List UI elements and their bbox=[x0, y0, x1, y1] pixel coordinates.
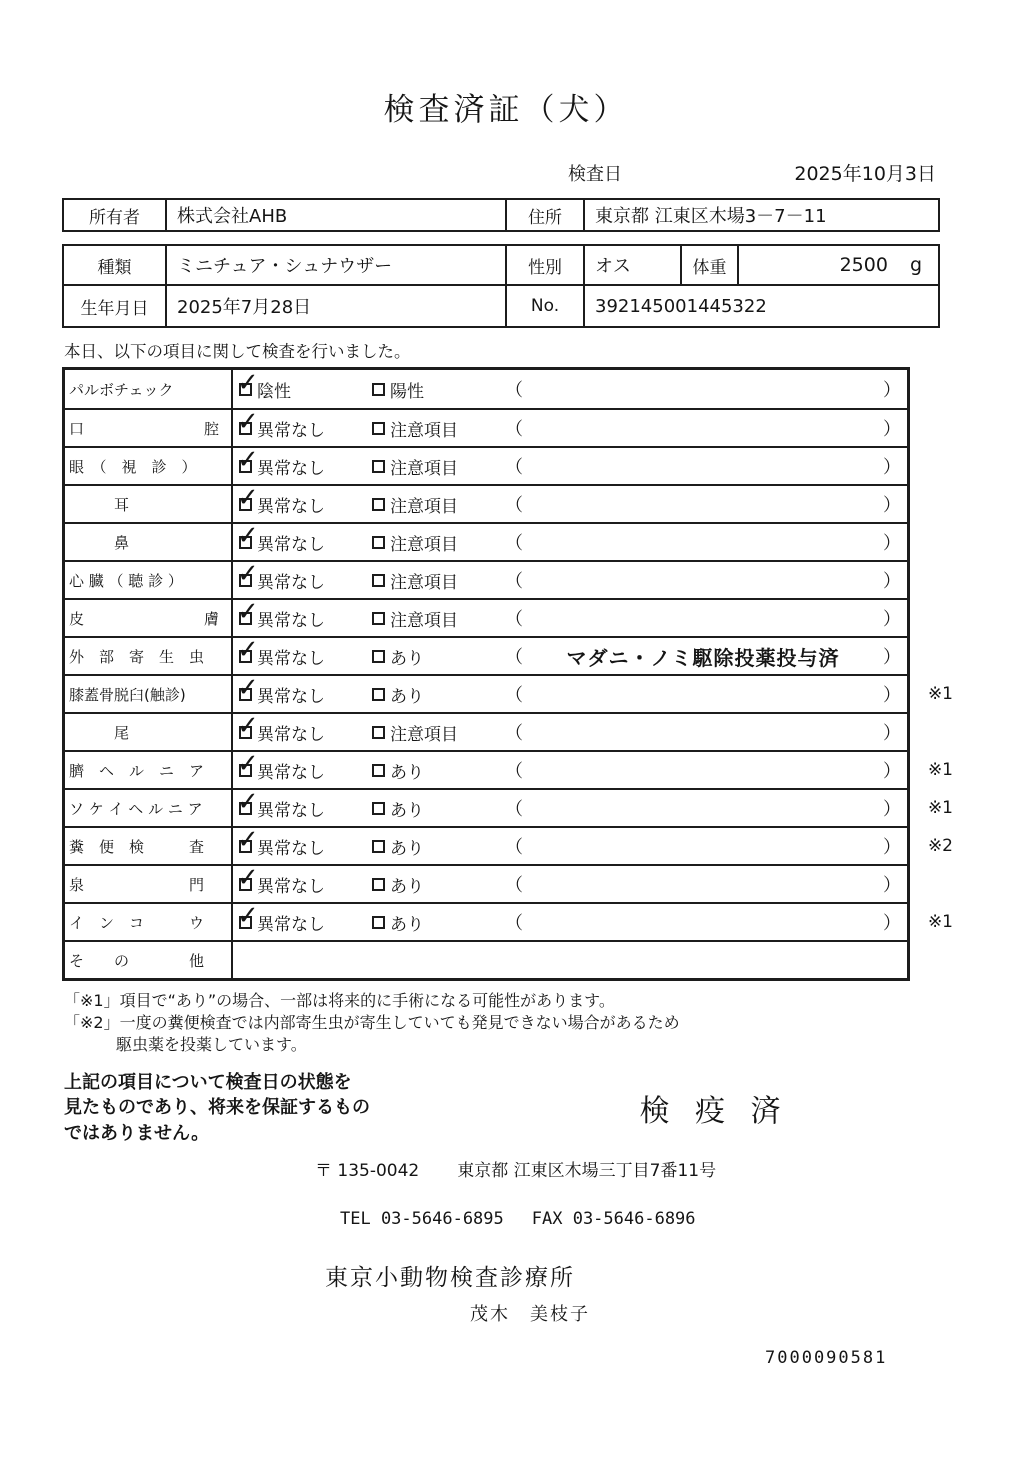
open-paren: （ bbox=[505, 837, 523, 858]
checkbox-unchecked-icon bbox=[372, 688, 385, 701]
result-ok-group bbox=[239, 910, 372, 935]
checkbox-unchecked-icon bbox=[372, 650, 385, 663]
remarks-area bbox=[505, 529, 907, 555]
result-alt-group bbox=[372, 492, 505, 517]
inspection-item-name: 泉 門 bbox=[65, 866, 233, 902]
result-ok-group bbox=[239, 606, 372, 631]
open-paren: （ bbox=[505, 685, 523, 706]
close-paren: ） bbox=[883, 419, 901, 440]
result-ok-label: 異常なし bbox=[257, 572, 325, 593]
examiner-name: 茂木 美枝子 bbox=[470, 1303, 590, 1325]
result-ok-group bbox=[239, 492, 372, 517]
inspection-row bbox=[65, 446, 907, 484]
result-alt-group bbox=[372, 377, 505, 402]
disclaimer-line-2: 見たものであり、将来を保証するもの bbox=[64, 1097, 370, 1119]
checkbox-unchecked-icon bbox=[372, 536, 385, 549]
stamp-area bbox=[484, 1070, 944, 1146]
inspection-row bbox=[65, 902, 953, 940]
inspection-item-name: 皮 膚 bbox=[65, 600, 233, 636]
remarks-area bbox=[505, 605, 907, 631]
result-alt-label: あり bbox=[390, 648, 424, 669]
remarks-area bbox=[505, 453, 907, 479]
quarantine-stamp: 検 疫 済 bbox=[639, 1094, 789, 1130]
weight-cell bbox=[739, 246, 938, 284]
checkbox-checked-icon bbox=[239, 383, 252, 396]
birthdate-value: 2025年7月28日 bbox=[167, 286, 507, 326]
open-paren: （ bbox=[505, 533, 523, 554]
result-ok-label: 異常なし bbox=[257, 724, 325, 745]
result-ok-group bbox=[239, 454, 372, 479]
close-paren: ） bbox=[883, 761, 901, 782]
inspection-item-name: 眼 （ 視 診 ） bbox=[65, 448, 233, 484]
breed-row bbox=[62, 244, 940, 286]
open-paren: （ bbox=[505, 609, 523, 630]
inspection-row bbox=[65, 712, 907, 750]
inspection-date-label: 検査日 bbox=[568, 164, 622, 185]
result-ok-label: 異常なし bbox=[257, 686, 325, 707]
weight-value: 2500 bbox=[839, 254, 888, 276]
open-paren: （ bbox=[505, 875, 523, 896]
inspection-item-name: イ ン コ ウ bbox=[65, 904, 233, 940]
close-paren: ） bbox=[883, 571, 901, 592]
inspection-item-name: 口 腔 bbox=[65, 410, 233, 446]
result-ok-label: 異常なし bbox=[257, 420, 325, 441]
result-alt-group bbox=[372, 568, 505, 593]
inspection-row bbox=[65, 484, 907, 522]
result-alt-label: あり bbox=[390, 686, 424, 707]
result-ok-label: 異常なし bbox=[257, 762, 325, 783]
remarks-area bbox=[505, 871, 907, 897]
result-ok-group bbox=[239, 568, 372, 593]
close-paren: ） bbox=[883, 495, 901, 516]
checkbox-checked-icon bbox=[239, 422, 252, 435]
checkbox-unchecked-icon bbox=[372, 878, 385, 891]
close-paren: ） bbox=[883, 799, 901, 820]
result-alt-label: 注意項目 bbox=[390, 496, 458, 517]
close-paren: ） bbox=[883, 913, 901, 934]
remarks-area bbox=[505, 719, 907, 745]
open-paren: （ bbox=[505, 647, 523, 668]
breed-value: ミニチュア・シュナウザー bbox=[167, 246, 507, 284]
close-paren: ） bbox=[883, 533, 901, 554]
close-paren: ） bbox=[883, 647, 901, 668]
close-paren: ） bbox=[883, 380, 901, 401]
checkbox-unchecked-icon bbox=[372, 840, 385, 853]
inspection-row bbox=[65, 370, 907, 408]
clinic-street-address: 東京都 江東区木場三丁目7番11号 bbox=[457, 1160, 717, 1181]
checkbox-unchecked-icon bbox=[372, 498, 385, 511]
footnote-reference: ※1 bbox=[927, 798, 953, 818]
tel-number: TEL 03-5646-6895 bbox=[340, 1208, 504, 1229]
result-alt-label: 注意項目 bbox=[390, 610, 458, 631]
open-paren: （ bbox=[505, 913, 523, 934]
result-ok-group bbox=[239, 758, 372, 783]
checkbox-checked-icon bbox=[239, 650, 252, 663]
disclaimer-line-3: ではありません。 bbox=[64, 1122, 210, 1144]
result-ok-label: 陰性 bbox=[257, 381, 291, 402]
checkbox-unchecked-icon bbox=[372, 383, 385, 396]
footnote-2-continued: 駆虫薬を投薬しています。 bbox=[116, 1035, 307, 1055]
result-ok-label: 異常なし bbox=[257, 648, 325, 669]
open-paren: （ bbox=[505, 419, 523, 440]
result-alt-label: 注意項目 bbox=[390, 420, 458, 441]
checkbox-unchecked-icon bbox=[372, 916, 385, 929]
result-alt-label: あり bbox=[390, 838, 424, 859]
inspection-item-name: 心 臓 （ 聴 診 ） bbox=[65, 562, 233, 598]
inspection-date-value: 2025年10月3日 bbox=[794, 163, 936, 185]
result-alt-label: 注意項目 bbox=[390, 534, 458, 555]
inspection-item-name: 膝蓋骨脱臼(触診) bbox=[65, 676, 233, 712]
birthdate-row bbox=[62, 286, 940, 328]
close-paren: ） bbox=[883, 723, 901, 744]
remarks-area bbox=[505, 642, 907, 671]
result-alt-group bbox=[372, 910, 505, 935]
tel-fax-line bbox=[340, 1209, 1012, 1229]
result-alt-group bbox=[372, 872, 505, 897]
result-alt-group bbox=[372, 720, 505, 745]
open-paren: （ bbox=[505, 571, 523, 592]
checkbox-checked-icon bbox=[239, 916, 252, 929]
result-ok-label: 異常なし bbox=[257, 800, 325, 821]
result-ok-group bbox=[239, 377, 372, 402]
footnote-reference: ※1 bbox=[927, 912, 953, 932]
no-value: 392145001445322 bbox=[595, 295, 767, 317]
clinic-address-line bbox=[315, 1156, 1012, 1181]
result-alt-group bbox=[372, 834, 505, 859]
result-alt-group bbox=[372, 416, 505, 441]
inspection-row bbox=[65, 788, 953, 826]
remarks-area bbox=[505, 757, 907, 783]
disclaimer-line-1: 上記の項目について検査日の状態を bbox=[64, 1072, 352, 1094]
inspection-row bbox=[65, 940, 907, 978]
checkbox-checked-icon bbox=[239, 574, 252, 587]
inspection-item-name: 臍 ヘ ル ニ ア bbox=[65, 752, 233, 788]
checkbox-checked-icon bbox=[239, 878, 252, 891]
footnote-reference: ※1 bbox=[927, 760, 953, 780]
result-ok-label: 異常なし bbox=[257, 914, 325, 935]
checkbox-checked-icon bbox=[239, 536, 252, 549]
remarks-area bbox=[505, 795, 907, 821]
remarks-area bbox=[505, 567, 907, 593]
serial-number: 7000090581 bbox=[765, 1347, 888, 1368]
result-ok-label: 異常なし bbox=[257, 838, 325, 859]
checkbox-unchecked-icon bbox=[372, 460, 385, 473]
clinic-name: 東京小動物検査診療所 bbox=[325, 1264, 575, 1291]
result-alt-group bbox=[372, 796, 505, 821]
remarks-text: マダニ・ノミ駆除投薬投与済 bbox=[566, 645, 840, 670]
sex-label: 性別 bbox=[507, 246, 585, 284]
intro-text: 本日、以下の項目に関して検査を行いました。 bbox=[64, 342, 411, 361]
result-alt-label: 注意項目 bbox=[390, 572, 458, 593]
result-ok-group bbox=[239, 416, 372, 441]
weight-unit: g bbox=[909, 254, 922, 276]
result-alt-label: あり bbox=[390, 914, 424, 935]
checkbox-unchecked-icon bbox=[372, 574, 385, 587]
open-paren: （ bbox=[505, 380, 523, 401]
result-ok-group bbox=[239, 530, 372, 555]
result-ok-label: 異常なし bbox=[257, 534, 325, 555]
inspection-item-name: 外 部 寄 生 虫 bbox=[65, 638, 233, 674]
close-paren: ） bbox=[883, 609, 901, 630]
result-ok-label: 異常なし bbox=[257, 458, 325, 479]
result-alt-group bbox=[372, 682, 505, 707]
result-ok-group bbox=[239, 834, 372, 859]
bottom-block bbox=[64, 1070, 944, 1146]
page-title: 検査済証（犬） bbox=[383, 92, 629, 128]
result-alt-label: あり bbox=[390, 876, 424, 897]
checkbox-checked-icon bbox=[239, 726, 252, 739]
remarks-area bbox=[505, 681, 907, 707]
checkbox-unchecked-icon bbox=[372, 422, 385, 435]
postal-code: 〒 135-0042 bbox=[315, 1160, 420, 1181]
open-paren: （ bbox=[505, 799, 523, 820]
result-alt-label: あり bbox=[390, 762, 424, 783]
sex-value: オス bbox=[585, 246, 682, 284]
result-alt-label: 注意項目 bbox=[390, 724, 458, 745]
owner-label: 所有者 bbox=[64, 200, 167, 230]
inspection-table bbox=[62, 367, 953, 981]
result-alt-group bbox=[372, 454, 505, 479]
result-ok-group bbox=[239, 872, 372, 897]
checkbox-checked-icon bbox=[239, 840, 252, 853]
result-alt-group bbox=[372, 530, 505, 555]
checkbox-checked-icon bbox=[239, 764, 252, 777]
footnote-1: 「※1」項目で“あり”の場合、一部は将来的に手術になる可能性があります。 bbox=[64, 991, 615, 1010]
footnotes bbox=[64, 990, 1012, 1056]
inspection-item-name: 尾 bbox=[65, 714, 233, 750]
disclaimer bbox=[64, 1070, 484, 1146]
inspection-item-name: そ の 他 bbox=[65, 942, 233, 978]
inspection-row bbox=[65, 826, 953, 864]
result-ok-label: 異常なし bbox=[257, 610, 325, 631]
no-label: No. bbox=[507, 286, 585, 326]
fax-number: FAX 03-5646-6896 bbox=[531, 1208, 696, 1229]
checkbox-checked-icon bbox=[239, 688, 252, 701]
inspection-date-row bbox=[62, 159, 940, 186]
result-alt-group bbox=[372, 758, 505, 783]
remarks-area bbox=[505, 491, 907, 517]
checkbox-checked-icon bbox=[239, 612, 252, 625]
checkbox-unchecked-icon bbox=[372, 764, 385, 777]
checkbox-unchecked-icon bbox=[372, 612, 385, 625]
footnote-reference: ※1 bbox=[927, 684, 953, 704]
footnote-2: 「※2」一度の糞便検査では内部寄生虫が寄生していても発見できない場合があるため bbox=[64, 1013, 680, 1033]
open-paren: （ bbox=[505, 761, 523, 782]
inspection-row bbox=[65, 674, 953, 712]
result-ok-label: 異常なし bbox=[257, 876, 325, 897]
inspection-row bbox=[65, 864, 907, 902]
remarks-area bbox=[505, 376, 907, 402]
inspection-item-name: ソ ケ イ ヘ ル ニ ア bbox=[65, 790, 233, 826]
checkbox-checked-icon bbox=[239, 460, 252, 473]
checkbox-checked-icon bbox=[239, 498, 252, 511]
checkbox-unchecked-icon bbox=[372, 726, 385, 739]
close-paren: ） bbox=[883, 457, 901, 478]
inspection-row bbox=[65, 560, 907, 598]
result-alt-group bbox=[372, 606, 505, 631]
close-paren: ） bbox=[883, 685, 901, 706]
checkbox-checked-icon bbox=[239, 802, 252, 815]
remarks-area bbox=[505, 909, 907, 935]
birthdate-label: 生年月日 bbox=[64, 286, 167, 326]
result-ok-label: 異常なし bbox=[257, 496, 325, 517]
result-alt-group bbox=[372, 644, 505, 669]
result-ok-group bbox=[239, 796, 372, 821]
address-value: 東京都 江東区木場3－7－11 bbox=[595, 206, 827, 227]
checkbox-unchecked-icon bbox=[372, 802, 385, 815]
result-ok-group bbox=[239, 644, 372, 669]
footnote-reference: ※2 bbox=[927, 836, 953, 856]
inspection-row bbox=[65, 408, 907, 446]
inspection-row bbox=[65, 636, 907, 674]
owner-row bbox=[62, 198, 940, 232]
inspection-row bbox=[65, 522, 907, 560]
remarks-area bbox=[505, 415, 907, 441]
open-paren: （ bbox=[505, 495, 523, 516]
result-alt-label: 注意項目 bbox=[390, 458, 458, 479]
result-alt-label: あり bbox=[390, 800, 424, 821]
inspection-row bbox=[65, 750, 953, 788]
open-paren: （ bbox=[505, 723, 523, 744]
breed-label: 種類 bbox=[64, 246, 167, 284]
inspection-item-name: 糞 便 検 査 bbox=[65, 828, 233, 864]
result-alt-label: 陽性 bbox=[390, 381, 424, 402]
close-paren: ） bbox=[883, 875, 901, 896]
owner-value: 株式会社AHB bbox=[167, 200, 507, 230]
inspection-item-name: 耳 bbox=[65, 486, 233, 522]
inspection-item-name: パルボチェック bbox=[65, 370, 233, 408]
close-paren: ） bbox=[883, 837, 901, 858]
weight-label: 体重 bbox=[682, 246, 739, 284]
address-label: 住所 bbox=[507, 200, 585, 230]
inspection-row bbox=[65, 598, 907, 636]
result-ok-group bbox=[239, 682, 372, 707]
inspection-item-name: 鼻 bbox=[65, 524, 233, 560]
result-ok-group bbox=[239, 720, 372, 745]
remarks-area bbox=[505, 833, 907, 859]
open-paren: （ bbox=[505, 457, 523, 478]
